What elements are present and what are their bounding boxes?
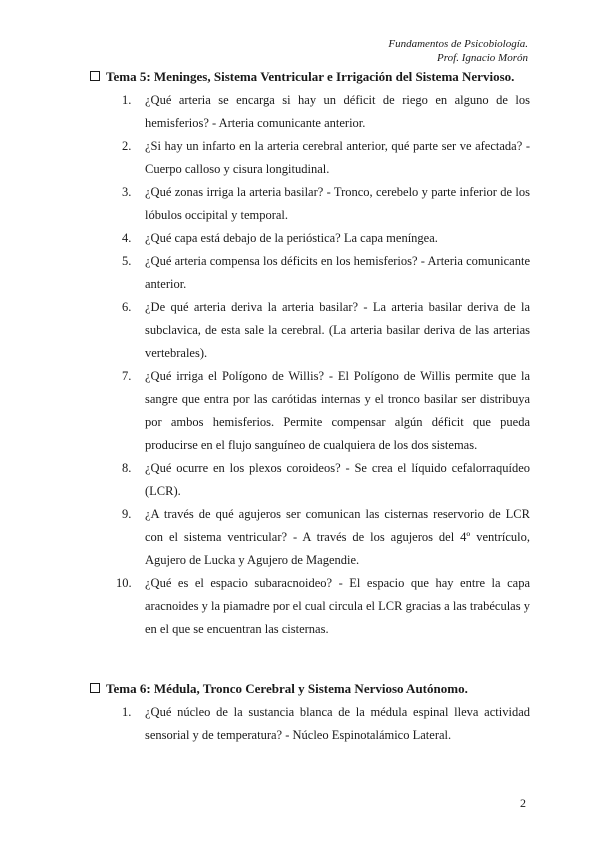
section-title-text: Tema 6: Médula, Tronco Cerebral y Sistema Nervioso Autónomo.	[106, 681, 468, 696]
item-text: ¿Qué capa está debajo de la perióstica? La capa meníngea.	[145, 231, 438, 245]
item-number: 5.	[122, 254, 132, 268]
section-tema-6	[90, 680, 530, 747]
list-item	[90, 296, 530, 365]
item-number: 2.	[122, 139, 132, 153]
item-text: ¿Si hay un infarto en la arteria cerebral anterior, qué parte ser ve afectada? - Cuerpo calloso y cisura longitudinal.	[145, 139, 530, 176]
item-number: 1.	[122, 93, 132, 107]
item-text: ¿De qué arteria deriva la arteria basilar? - La arteria basilar deriva de la subclavica, de esta sale la cerebral. (La arteria basilar deriva de las arterias vertebrales).	[145, 300, 530, 360]
list-item	[90, 181, 530, 227]
list-item	[90, 227, 530, 250]
item-number: 8.	[122, 461, 132, 475]
item-text: ¿A través de qué agujeros ser comunican las cisternas reservorio de LCR con el sistema ventricular? - A través de los agujeros del 4º ventrículo, Agujero de Lucka y Agujero de Magendie.	[145, 507, 530, 567]
list-item	[90, 135, 530, 181]
checkbox-bullet-icon	[90, 71, 100, 81]
item-text: ¿Qué arteria compensa los déficits en los hemisferios? - Arteria comunicante anterior.	[145, 254, 530, 291]
item-number: 4.	[122, 231, 132, 245]
header-professor: Prof. Ignacio Morón	[437, 52, 528, 64]
item-text: ¿Qué ocurre en los plexos coroideos? - Se crea el líquido cefalorraquídeo (LCR).	[145, 461, 530, 498]
item-text: ¿Qué irriga el Polígono de Willis? - El Polígono de Willis permite que la sangre que entra por las carótidas internas y el tronco basilar ser distribuya por ambos hemisferios. Permite compensar algún déficit que pueda producirse en el flujo sanguíneo de cualquiera de los dos sistemas.	[145, 369, 530, 452]
item-text: ¿Qué es el espacio subaracnoideo? - El espacio que hay entre la capa aracnoides y la piamadre por el cual circula el LCR gracias a las trabéculas y en el que se encuentran las cisternas.	[145, 576, 530, 636]
item-number: 10.	[116, 576, 132, 590]
item-number: 3.	[122, 185, 132, 199]
section-tema-5	[90, 68, 530, 641]
list-item	[90, 365, 530, 457]
item-text: ¿Qué zonas irriga la arteria basilar? - Tronco, cerebelo y parte inferior de los lóbulos occipital y temporal.	[145, 185, 530, 222]
list-item	[90, 250, 530, 296]
list-item	[90, 503, 530, 572]
section-title	[90, 68, 530, 86]
list-item	[90, 89, 530, 135]
section-title	[90, 680, 530, 698]
item-number: 1.	[122, 705, 132, 719]
page-number: 2	[520, 796, 526, 810]
question-list	[90, 701, 530, 747]
section-title-text: Tema 5: Meninges, Sistema Ventricular e Irrigación del Sistema Nervioso.	[106, 69, 515, 84]
item-text: ¿Qué núcleo de la sustancia blanca de la médula espinal lleva actividad sensorial y de temperatura? - Núcleo Espinotalámico Lateral.	[145, 705, 530, 742]
item-number: 7.	[122, 369, 132, 383]
page-header	[388, 37, 528, 65]
header-course: Fundamentos de Psicobiología.	[388, 38, 528, 50]
list-item	[90, 457, 530, 503]
list-item	[90, 572, 530, 641]
item-number: 9.	[122, 507, 132, 521]
item-text: ¿Qué arteria se encarga si hay un déficit de riego en alguno de los hemisferios? - Arteria comunicante anterior.	[145, 93, 530, 130]
item-number: 6.	[122, 300, 132, 314]
list-item	[90, 701, 530, 747]
checkbox-bullet-icon	[90, 683, 100, 693]
question-list	[90, 89, 530, 641]
